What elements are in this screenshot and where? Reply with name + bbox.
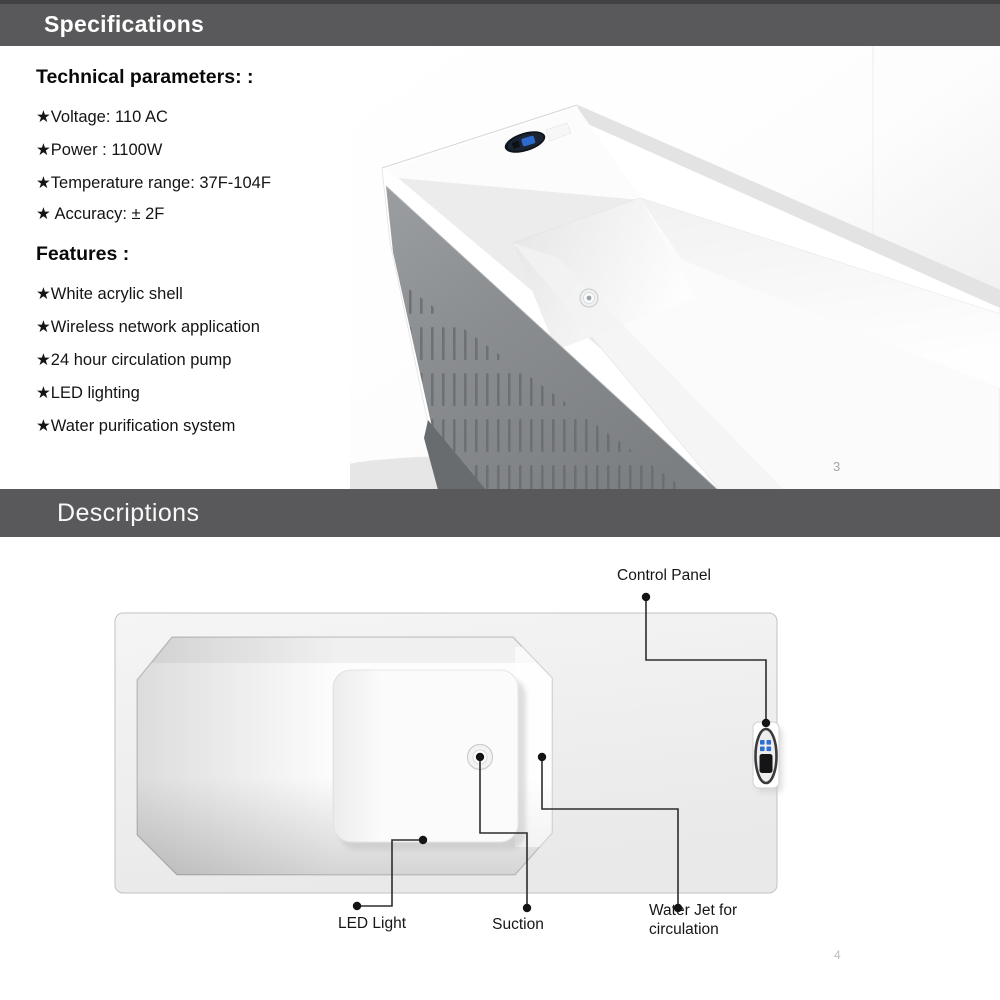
panel-button bbox=[760, 740, 765, 745]
panel-button bbox=[760, 747, 765, 752]
feature-item-wireless: ★Wireless network application bbox=[36, 318, 260, 336]
specifications-banner bbox=[0, 0, 1000, 46]
panel-button bbox=[767, 740, 772, 745]
control-panel-label: Control Panel bbox=[617, 567, 711, 584]
features-heading: Features : bbox=[36, 243, 130, 265]
spec-item-power: ★Power : 1100W bbox=[36, 141, 163, 159]
seat-edge-shading bbox=[333, 670, 383, 842]
panel-screen bbox=[760, 754, 773, 773]
spec-item-temp-range: ★Temperature range: 37F-104F bbox=[36, 174, 271, 192]
technical-parameters-heading: Technical parameters: : bbox=[36, 66, 254, 88]
feature-item-led: ★LED lighting bbox=[36, 384, 140, 402]
water-jet-label bbox=[649, 901, 769, 939]
feature-item-pump: ★24 hour circulation pump bbox=[36, 351, 232, 369]
spec-item-voltage: ★Voltage: 110 AC bbox=[36, 108, 168, 126]
page-number-4: 4 bbox=[834, 948, 841, 962]
descriptions-banner-title: Descriptions bbox=[57, 499, 200, 527]
water-jet-label-line1: Water Jet for bbox=[649, 902, 738, 919]
feature-item-purification: ★Water purification system bbox=[36, 417, 236, 435]
descriptions-banner bbox=[0, 489, 1000, 537]
panel-button bbox=[767, 747, 772, 752]
drain-fitting bbox=[580, 289, 598, 307]
water-jet-label-line2: circulation bbox=[649, 921, 719, 938]
led-light-label: LED Light bbox=[337, 915, 407, 932]
spec-item-accuracy: ★ Accuracy: ± 2F bbox=[36, 205, 165, 223]
suction-label: Suction bbox=[492, 916, 544, 933]
page-number-3: 3 bbox=[833, 459, 841, 474]
specifications-banner-title: Specifications bbox=[44, 11, 205, 37]
bathtub-perspective-photo bbox=[350, 46, 1000, 490]
feature-item-shell: ★White acrylic shell bbox=[36, 285, 183, 303]
control-panel-unit bbox=[753, 722, 783, 793]
